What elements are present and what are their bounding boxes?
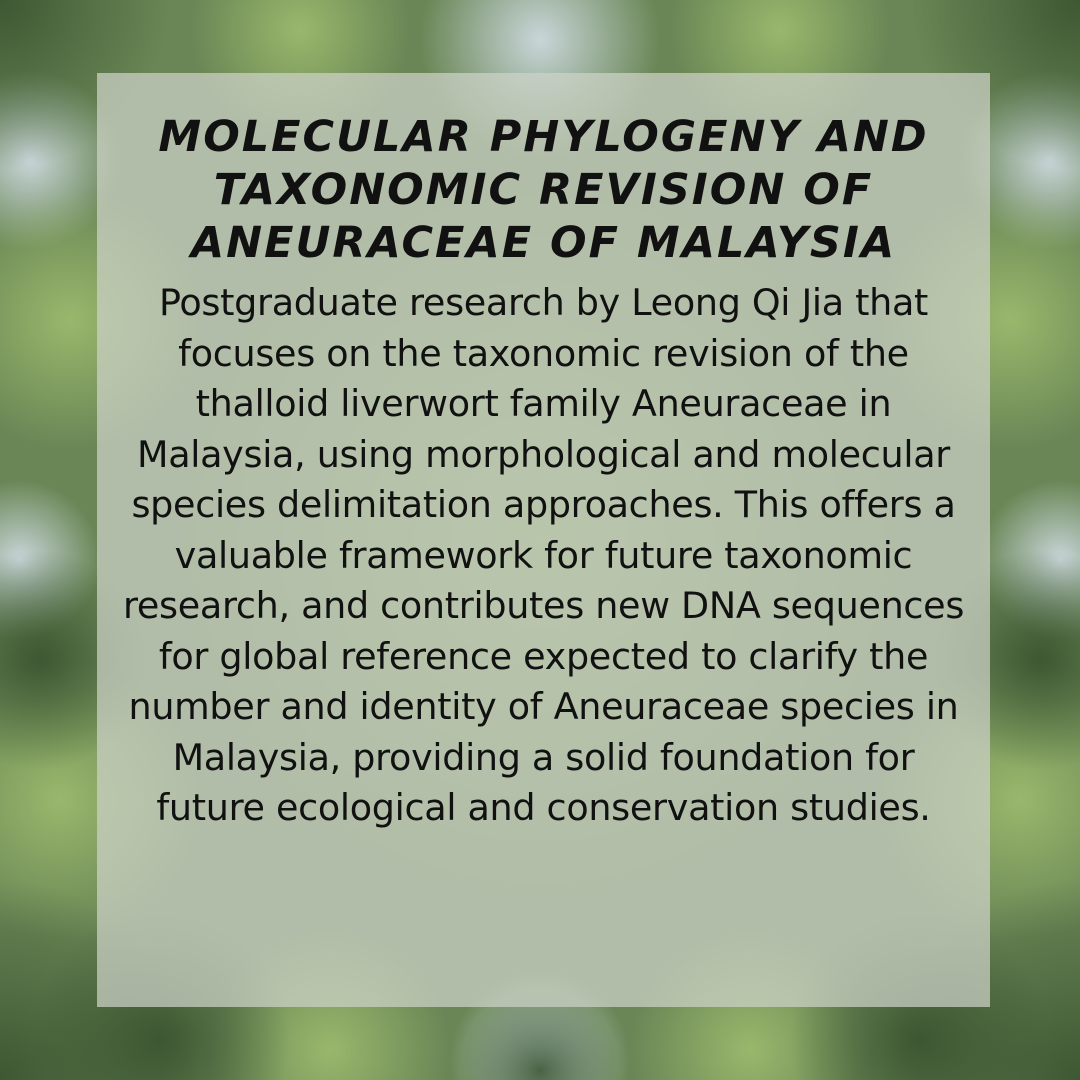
post-body-text: Postgraduate research by Leong Qi Jia that focuses on the taxonomic revision of the thalloid liverwort family Aneuraceae in Malaysia, using morphological and molecular species delimitation approaches. This offers a valuable framework for future taxonomic research, and contributes new DNA sequences for global reference expected to clarify the number and identity of Aneuraceae species in Malaysia, providing a solid foundation for future ecological and conservation studies. bbox=[122, 281, 965, 829]
post-title: MOLECULAR PHYLOGENY AND TAXONOMIC REVISION OF ANEURACEAE OF MALAYSIA bbox=[158, 112, 929, 268]
text-card bbox=[97, 73, 990, 1007]
